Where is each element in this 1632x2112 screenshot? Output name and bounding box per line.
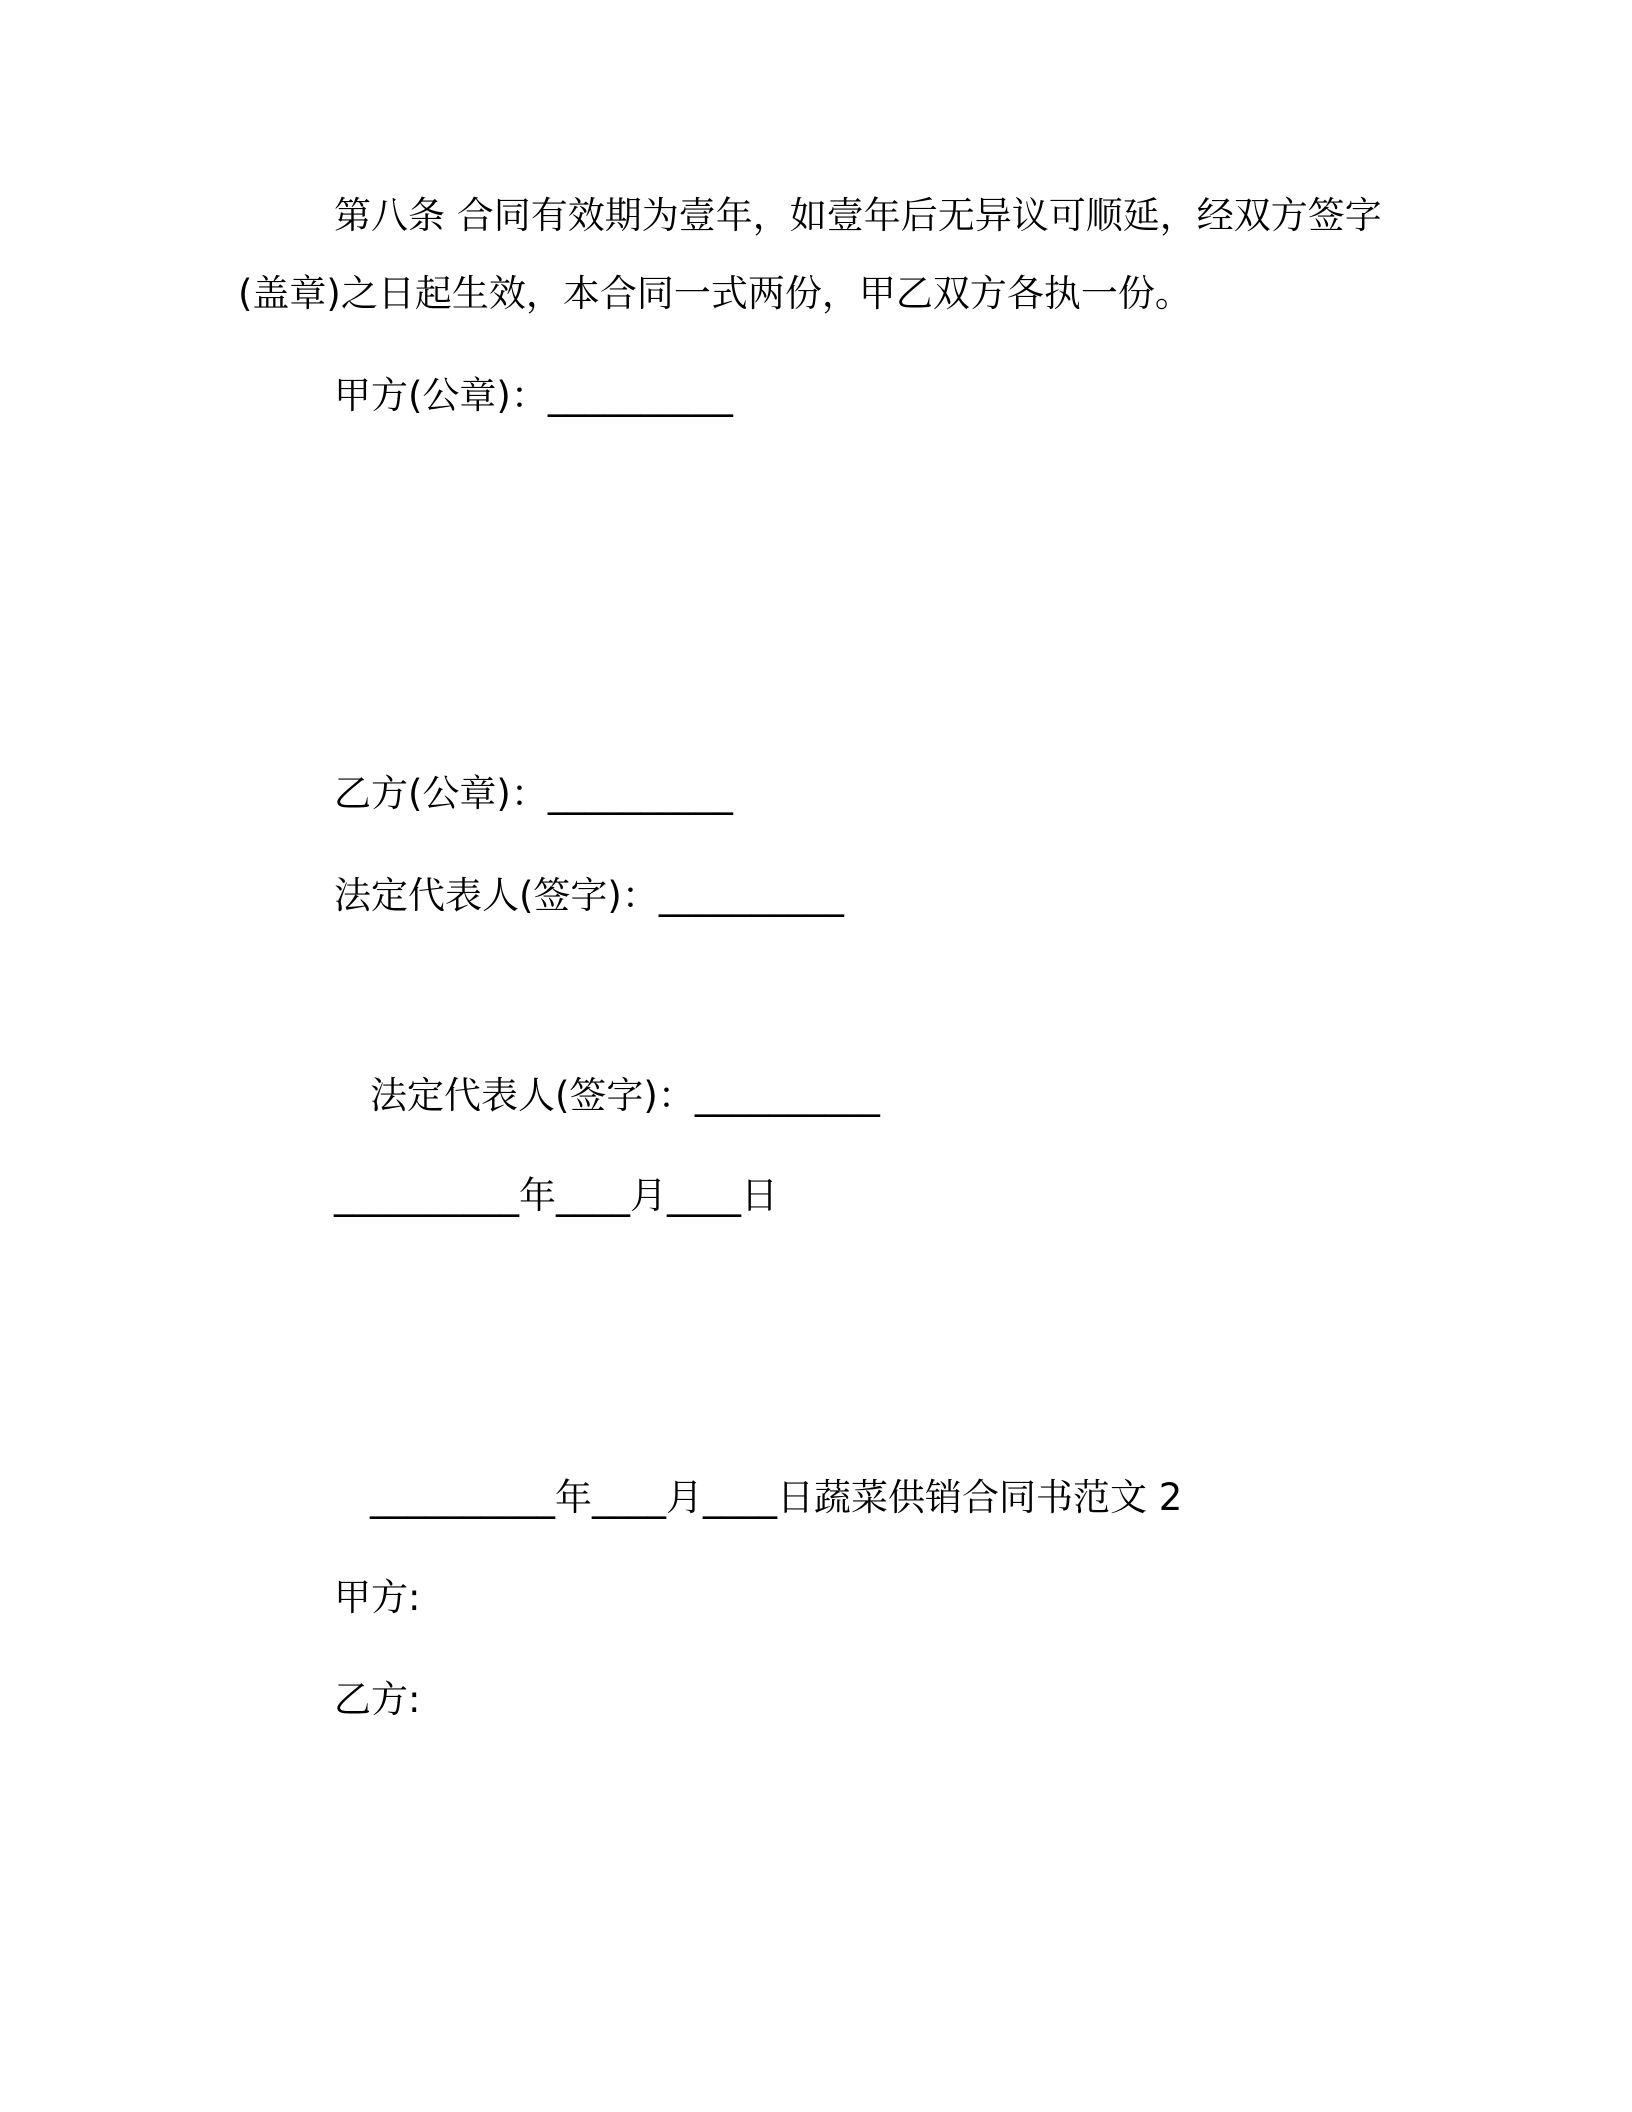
legal-representative-signature-1: 法定代表人(签字)：__________ [334, 874, 844, 917]
date-line-1: __________年____月____日 [334, 1174, 778, 1217]
party-b-label: 乙方: [334, 1678, 421, 1721]
party-a-label: 甲方: [334, 1576, 421, 1619]
party-b-seal-line: 乙方(公章)：__________ [334, 772, 733, 815]
legal-representative-signature-2: 法定代表人(签字)：__________ [370, 1074, 880, 1117]
date-line-2-with-title: __________年____月____日蔬菜供销合同书范文 2 [370, 1476, 1183, 1519]
clause-8-line-1: 第八条 合同有效期为壹年，如壹年后无异议可顺延，经双方签字 [334, 194, 1382, 237]
party-a-seal-line: 甲方(公章)：__________ [334, 374, 733, 417]
clause-8-line-2: (盖章)之日起生效，本合同一式两份，甲乙双方各执一份。 [238, 272, 1192, 315]
